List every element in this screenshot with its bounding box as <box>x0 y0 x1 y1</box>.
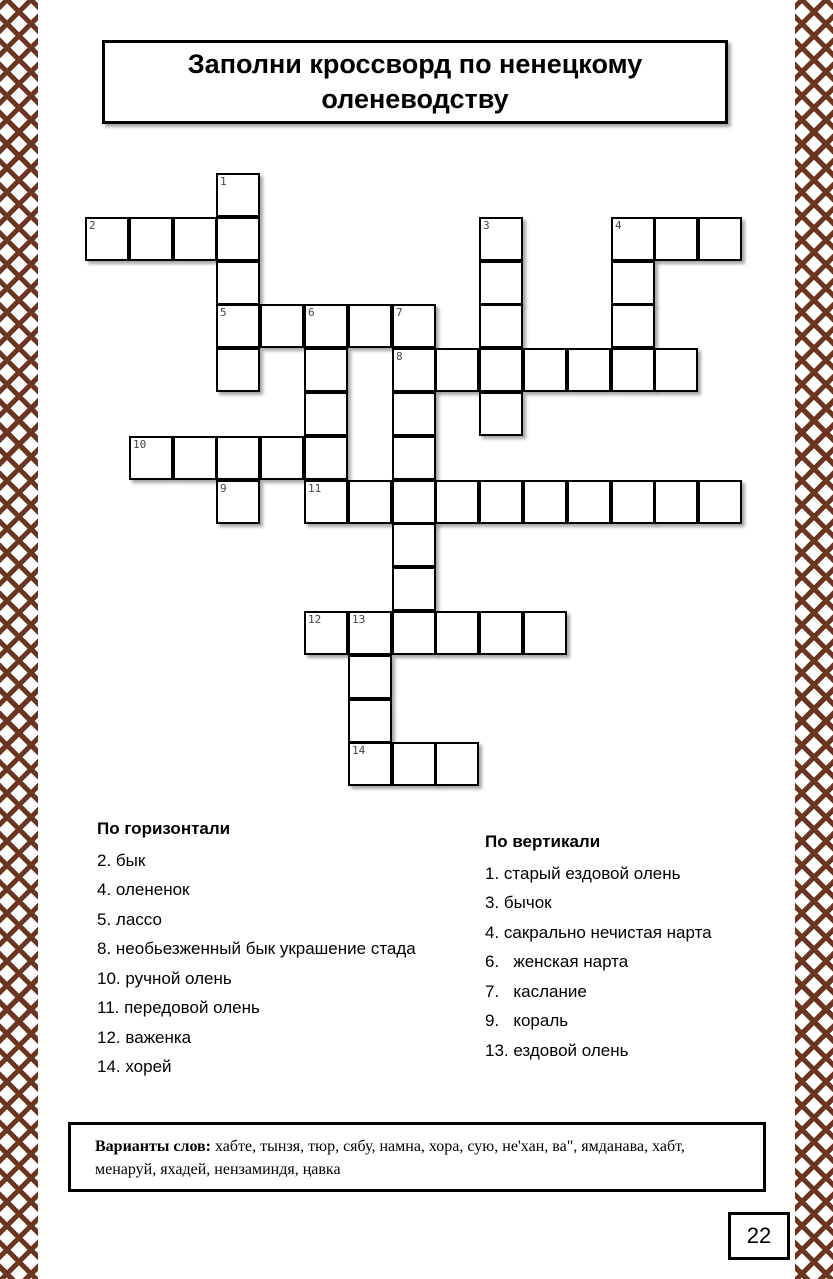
variants-text: хабте, тынзя, тюр, сябу, намна, хора, сую, не'хан, ва", ямданава, хабт, менаруй, яхадей, нензаминдя, ңавка <box>95 1138 685 1178</box>
title-box <box>102 40 728 124</box>
cell-number: 1 <box>220 175 227 188</box>
cell-number: 11 <box>308 482 322 495</box>
crossword-cell[interactable] <box>698 217 742 261</box>
crossword-cell[interactable] <box>654 348 698 392</box>
crossword-cell[interactable] <box>611 348 655 392</box>
crossword-cell[interactable] <box>216 217 260 261</box>
crossword-cell[interactable] <box>392 436 436 480</box>
crossword-cell[interactable] <box>392 611 436 655</box>
cell-number: 12 <box>308 613 322 626</box>
crossword-cell[interactable] <box>567 348 611 392</box>
crossword-cell[interactable] <box>479 611 523 655</box>
page-title: Заполни кроссворд по ненецкому оленеводству <box>187 48 643 114</box>
clue-v-7: 7. каслание <box>485 981 587 1001</box>
crossword-cell[interactable] <box>260 436 304 480</box>
crossword-cell[interactable] <box>304 436 348 480</box>
clue-h-8: 8. необьезженный бык украшение стада <box>97 939 416 958</box>
crossword-cell[interactable] <box>479 392 523 436</box>
crossword-cell[interactable] <box>435 348 479 392</box>
crossword-cell[interactable] <box>216 480 260 524</box>
crossword-cell[interactable] <box>435 742 479 786</box>
crossword-cell[interactable] <box>611 217 655 261</box>
crossword-cell[interactable] <box>216 173 260 217</box>
crossword-cell[interactable] <box>611 304 655 348</box>
clue-v-9: 9. кораль <box>485 1011 569 1030</box>
crossword-cell[interactable] <box>698 480 742 524</box>
crossword-cell[interactable] <box>304 611 348 655</box>
crossword-cell[interactable] <box>216 436 260 480</box>
crossword-cell[interactable] <box>348 611 392 655</box>
crossword-cell[interactable] <box>173 217 217 261</box>
crossword-cell[interactable] <box>479 348 523 392</box>
cell-number: 2 <box>89 219 96 232</box>
vertical-heading: По вертикали <box>485 832 601 851</box>
horizontal-heading: По горизонтали <box>97 819 231 838</box>
crossword-cell[interactable] <box>392 742 436 786</box>
crossword-cell[interactable] <box>85 217 129 261</box>
crossword-cell[interactable] <box>435 611 479 655</box>
crossword-cell[interactable] <box>260 304 304 348</box>
crossword-cell[interactable] <box>129 436 173 480</box>
crossword-cell[interactable] <box>348 655 392 699</box>
cell-number: 8 <box>396 350 403 363</box>
crossword-cell[interactable] <box>216 261 260 305</box>
cell-number: 14 <box>352 744 366 757</box>
word-variants-box <box>68 1122 766 1192</box>
crossword-cell[interactable] <box>523 611 567 655</box>
crossword-cell[interactable] <box>392 392 436 436</box>
clue-v-3: 3. бычок <box>485 893 552 912</box>
clue-v-13: 13. ездовой олень <box>485 1040 629 1060</box>
horizontal-clues <box>97 814 416 1082</box>
cell-number: 5 <box>220 306 227 319</box>
ornament-border-right <box>795 0 833 1279</box>
crossword-cell[interactable] <box>567 480 611 524</box>
cell-number: 10 <box>133 438 147 451</box>
cell-number: 6 <box>308 306 315 319</box>
crossword-cell[interactable] <box>523 480 567 524</box>
crossword-cell[interactable] <box>479 261 523 305</box>
page-number-box <box>728 1212 790 1260</box>
crossword-cell[interactable] <box>611 480 655 524</box>
crossword-cell[interactable] <box>479 304 523 348</box>
ornament-border-left <box>0 0 38 1279</box>
page-number: 22 <box>746 1223 772 1248</box>
crossword-cell[interactable] <box>216 304 260 348</box>
crossword-cell[interactable] <box>304 480 348 524</box>
crossword-cell[interactable] <box>304 348 348 392</box>
crossword-cell[interactable] <box>479 480 523 524</box>
crossword-cell[interactable] <box>523 348 567 392</box>
crossword-cell[interactable] <box>348 304 392 348</box>
crossword-cell[interactable] <box>479 217 523 261</box>
clue-v-1: 1. старый ездовой олень <box>485 863 681 883</box>
clue-h-12: 12. важенка <box>97 1027 192 1047</box>
cell-number: 3 <box>483 219 490 232</box>
crossword-cell[interactable] <box>392 348 436 392</box>
clue-h-5: 5. лассо <box>97 909 162 929</box>
crossword-cell[interactable] <box>392 567 436 611</box>
clue-v-4: 4. сакрально нечистая нарта <box>485 922 712 942</box>
clue-h-2: 2. бык <box>97 850 146 870</box>
crossword-cell[interactable] <box>654 217 698 261</box>
clue-h-11: 11. передовой олень <box>97 998 260 1017</box>
crossword-cell[interactable] <box>129 217 173 261</box>
crossword-cell[interactable] <box>392 480 436 524</box>
crossword-cell[interactable] <box>304 392 348 436</box>
crossword-cell[interactable] <box>392 523 436 567</box>
crossword-cell[interactable] <box>173 436 217 480</box>
cell-number: 13 <box>352 613 366 626</box>
crossword-cell[interactable] <box>304 304 348 348</box>
cell-number: 7 <box>396 306 403 319</box>
crossword-cell[interactable] <box>348 699 392 743</box>
clue-h-14: 14. хорей <box>97 1057 172 1076</box>
variants-label: Варианты слов: <box>95 1138 212 1155</box>
cell-number: 4 <box>615 219 622 232</box>
crossword-cell[interactable] <box>348 742 392 786</box>
crossword-cell[interactable] <box>392 304 436 348</box>
crossword-cell[interactable] <box>654 480 698 524</box>
crossword-cell[interactable] <box>216 348 260 392</box>
crossword-cell[interactable] <box>348 480 392 524</box>
crossword-cell[interactable] <box>435 480 479 524</box>
cell-number: 9 <box>220 482 227 495</box>
clue-h-4: 4. олененок <box>97 880 190 899</box>
vertical-clues <box>485 827 712 1065</box>
clue-h-10: 10. ручной олень <box>97 968 232 988</box>
clue-v-6: 6. женская нарта <box>485 952 629 971</box>
crossword-cell[interactable] <box>611 261 655 305</box>
